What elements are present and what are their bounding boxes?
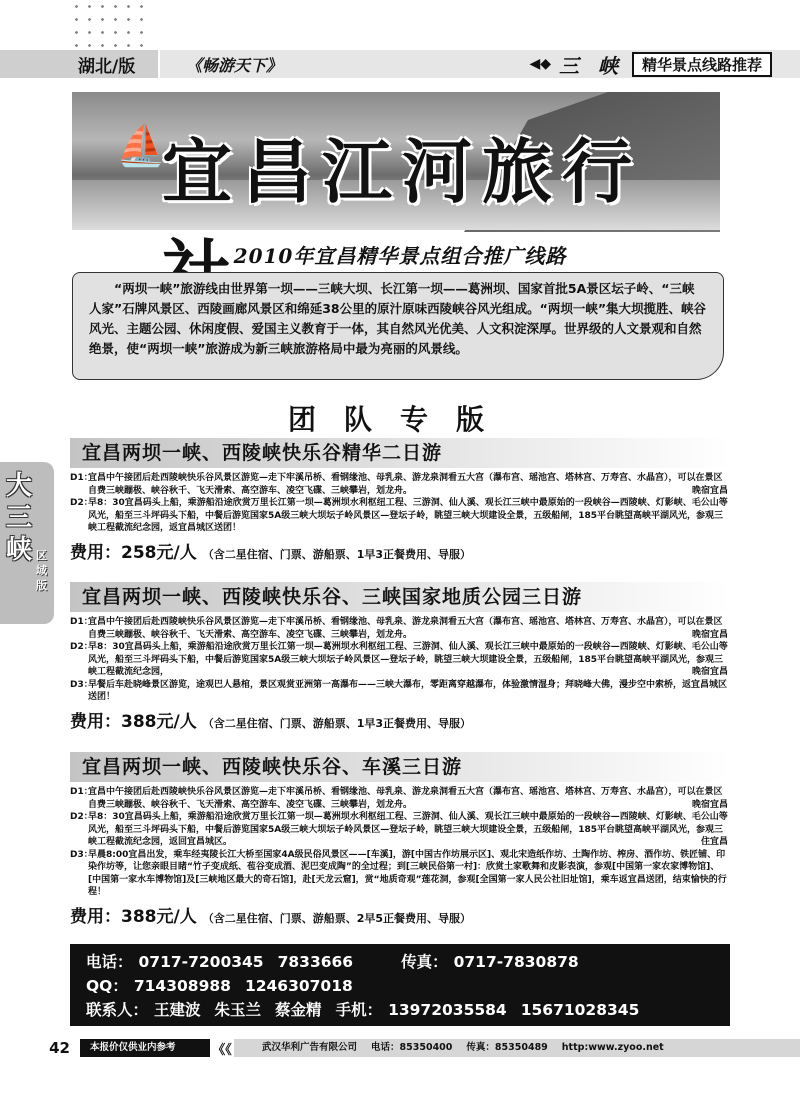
day-label: D2：	[70, 642, 93, 652]
day-description: 早8：30宜昌码头上船，乘游船沿途欣赏万里长江第一坝—葛洲坝水利枢纽工程、三游洞、仙人溪、观长江三峡中最原始的一段峡谷—西陵峡、灯影峡、毛公山等风光，船至三斗坪码头下船，中餐后游览国家5A级三峡大坝坛子岭风景区—登坛子岭，眺望三峡大坝建设全景，五级船闸，185平台眺望高峡平湖风光，参观三峡工程截流纪念园，	[88, 642, 728, 677]
day-text	[88, 472, 730, 497]
route-card	[70, 582, 730, 732]
promo-subtitle: 2010年宜昌精华景点组合推广线路	[233, 244, 567, 268]
day-description: 宜昌中午接团后赴西陵峡快乐谷风景区游览—走下牢溪吊桥、看钢缘池、母乳泉、游龙泉洞看五大宫（瀑布宫、瑶池宫、塔林宫、万寿宫、水晶宫），可以在景区自费三峡蹦极、峡谷秋千、飞天滑索、高空游车、凌空飞碟、三峡攀岩，划龙舟。	[88, 787, 723, 810]
contact-box	[70, 944, 730, 1026]
fax-number: 0717-7830878	[453, 953, 579, 971]
team-heading: 团队专版	[287, 403, 512, 436]
day-item	[70, 472, 730, 497]
fax-label: 传真：	[401, 953, 448, 971]
three-gorges-brand: 三 峡	[559, 53, 624, 78]
day-label: D1：	[70, 787, 93, 797]
day-item	[70, 641, 730, 679]
day-text	[88, 497, 730, 535]
day-label: D2：	[70, 498, 93, 508]
price-label: 费用：	[70, 542, 121, 563]
phone-number[interactable]: 7833666	[277, 953, 354, 971]
contact-row-person	[86, 998, 714, 1022]
price-row	[70, 704, 730, 732]
day-label: D2：	[70, 812, 93, 822]
day-description: 早餐后车赴晓峰景区游览，途观巴人悬棺，景区观赏亚洲第一高瀑布——三峡大瀑布，零距离穿越瀑布，体验激情湿身；拜晓峰大佛，漫步空中索桥，返宜昌城区送团！	[88, 679, 728, 702]
contact-person: 王建波	[154, 1001, 201, 1019]
qq-label: QQ：	[86, 977, 128, 995]
day-text	[88, 616, 730, 641]
day-label: D1：	[70, 473, 93, 483]
qq-number[interactable]: 1246307018	[244, 977, 353, 995]
publisher-info	[234, 1039, 800, 1057]
day-evening: 晚宿宜昌	[691, 799, 728, 810]
page-number: 42	[49, 1039, 70, 1057]
day-item	[70, 616, 730, 641]
day-label: D1：	[70, 617, 93, 627]
contact-person: 蔡金精	[275, 1001, 322, 1019]
route-title: 宜昌两坝一峡、西陵峡快乐谷、车溪三日游	[70, 752, 730, 782]
day-label: D3：	[70, 849, 93, 860]
price-label: 费用：	[70, 711, 121, 732]
contact-row-qq	[86, 974, 714, 998]
route-title: 宜昌两坝一峡、西陵峡快乐谷、三峡国家地质公园三日游	[70, 582, 730, 612]
day-item	[70, 497, 730, 535]
day-description: 早8：30宜昌码头上船，乘游船沿途欣赏万里长江第一坝—葛洲坝水利枢纽工程、三游洞、仙人溪、观长江三峡中最原始的一段峡谷—西陵峡、灯影峡、毛公山等风光，船至三斗坪码头下船，中餐后游览国家5A级三峡大坝坛子岭风景区—登坛子岭，眺望三峡大坝建设全景，五级船闸，185平台眺望高峡平湖风光，参观三峡工程截流纪念园，返回宜昌城区。	[88, 812, 728, 847]
reference-note: 本报价仅供业内参考	[80, 1039, 210, 1057]
price-includes: （含二星住宿、门票、游船票、1早3正餐费用、导服）	[202, 547, 472, 561]
day-description: 早8：30宜昌码头上船，乘游船沿途欣赏万里长江第一坝—葛洲坝水利枢纽工程、三游洞、仙人溪、观长江三峡中最原始的一段峡谷—西陵峡、灯影峡、毛公山等风光，船至三斗坪码头下船，中餐后游览国家5A级三峡大坝坛子岭风景区—登坛子岭，眺望三峡大坝建设全景，五级船闸，185平台眺望高峡平湖风光，参观三峡工程截流纪念园，返宜昌城区送团！	[88, 498, 728, 533]
section-title: 《畅游天下》	[160, 50, 400, 78]
publisher-tel: 电话：85350400	[371, 1042, 453, 1053]
region-label: 湖北/版	[0, 50, 160, 78]
day-item	[70, 811, 730, 849]
mobile-number[interactable]: 15671028345	[520, 1001, 640, 1019]
route-days	[70, 468, 730, 535]
route-days	[70, 612, 730, 704]
recommendation-label: 精华景点线路推荐	[632, 52, 772, 77]
day-text	[88, 786, 730, 811]
price-value: 388元/人	[121, 711, 197, 732]
day-evening: 晚宿宜昌	[691, 629, 728, 640]
side-tab-small-text: 区域版	[36, 549, 47, 592]
hero-banner	[72, 92, 720, 230]
price-row	[70, 899, 730, 927]
day-text	[88, 811, 730, 849]
price-value: 258元/人	[121, 542, 197, 563]
publisher-fax: 传真：85350489	[466, 1042, 548, 1053]
arrow-diamond-icon: ◀◆	[529, 56, 552, 72]
mobile-label: 手机：	[335, 1001, 383, 1019]
header-bar	[0, 50, 800, 78]
person-label: 联系人：	[86, 1001, 149, 1019]
day-item	[70, 849, 730, 899]
page-footer	[0, 1038, 800, 1058]
price-label: 费用：	[70, 906, 121, 927]
day-evening: 住宜昌	[700, 837, 728, 847]
intro-box: “两坝一峡”旅游线由世界第一坝——三峡大坝、长江第一坝——葛洲坝、国家首批5A景区坛子岭、“三峡人家”石牌风景区、西陵画廊风景区和绵延38公里的原汁原味西陵峡谷风光组成。“两坝一峡”集大坝揽胜、峡谷风光、主题公园、休闲度假、爱国主义教育于一体，其自然风光优美、人文积淀深厚。世界级的人文景观和自然绝景，使“两坝一峡”旅游成为新三峡旅游格局中最为亮丽的风景线。	[72, 272, 724, 380]
qq-number[interactable]: 714308988	[133, 977, 231, 995]
route-title: 宜昌两坝一峡、西陵峡快乐谷精华二日游	[70, 438, 730, 468]
route-card	[70, 438, 730, 563]
publisher-url[interactable]: http:www.zyoo.net	[561, 1042, 664, 1053]
chevron-left-icon: 《《	[212, 1042, 232, 1058]
sailboat-icon: ⛵	[116, 123, 166, 169]
day-evening: 晚宿宜昌	[691, 485, 728, 496]
day-text	[88, 641, 730, 679]
day-description: 宜昌中午接团后赴西陵峡快乐谷风景区游览—走下牢溪吊桥、看钢缘池、母乳泉、游龙泉洞看五大宫（瀑布宫、瑶池宫、塔林宫、万寿宫、水晶宫），可以在景区自费三峡蹦极、峡谷秋千、飞天滑索、高空游车、凌空飞碟、三峡攀岩，划龙舟。	[88, 617, 723, 640]
day-evening: 晚宿宜昌	[691, 667, 728, 677]
price-value: 388元/人	[121, 906, 197, 927]
side-tab-big-text: 大三峡	[6, 471, 33, 565]
contact-row-phone	[86, 950, 714, 974]
side-tab	[0, 462, 54, 624]
day-item	[70, 786, 730, 811]
route-card	[70, 752, 730, 927]
day-item	[70, 679, 730, 704]
day-description: 宜昌中午接团后赴西陵峡快乐谷风景区游览—走下牢溪吊桥、看钢缘池、母乳泉、游龙泉洞看五大宫（瀑布宫、瑶池宫、塔林宫、万寿宫、水晶宫），可以在景区自费三峡蹦极、峡谷秋千、飞天滑索、高空游车、凌空飞碟、三峡攀岩，划龙舟。	[88, 473, 723, 496]
route-days	[70, 782, 730, 899]
price-includes: （含二星住宿、门票、游船票、1早3正餐费用、导服）	[202, 716, 472, 730]
day-description: 早晨8:00宜昌出发，乘车经夷陵长江大桥至国家4A级民俗风景区——[车溪]，游[中国古作坊展示区]、观北宋造纸作坊、土陶作坊、榨房、酒作坊、铁匠铺、印染作坊等，让您亲眼目睹“竹子变成纸、苞谷变成酒、泥巴变成陶”的全过程；到[三峡民俗第一村]：欣赏土家歌舞和皮影表演，参观[中国第一家农家博物馆]、[中国第一家水车博物馆]及[三峡地区最大的奇石馆]，赴[天龙云窟]，赏“地质奇观”莲花洞，参观[全国第一家人民公社旧址馆]，乘车返宜昌送团，结束愉快的行程！	[88, 849, 727, 897]
day-label: D3：	[70, 679, 93, 690]
phone-label: 电话：	[86, 953, 133, 971]
decorative-dot-grid	[70, 0, 150, 50]
phone-number[interactable]: 0717-7200345	[138, 953, 264, 971]
publisher-name: 武汉华利广告有限公司	[262, 1042, 358, 1053]
agency-title: 宜昌江河旅行	[162, 130, 642, 213]
price-row	[70, 535, 730, 563]
price-includes: （含二星住宿、门票、游船票、2早5正餐费用、导服）	[202, 911, 472, 925]
day-text	[88, 849, 730, 899]
contact-person: 朱玉兰	[214, 1001, 262, 1019]
mobile-number[interactable]: 13972035584	[388, 1001, 507, 1019]
day-text	[88, 679, 730, 704]
recommendation-banner	[400, 50, 800, 78]
